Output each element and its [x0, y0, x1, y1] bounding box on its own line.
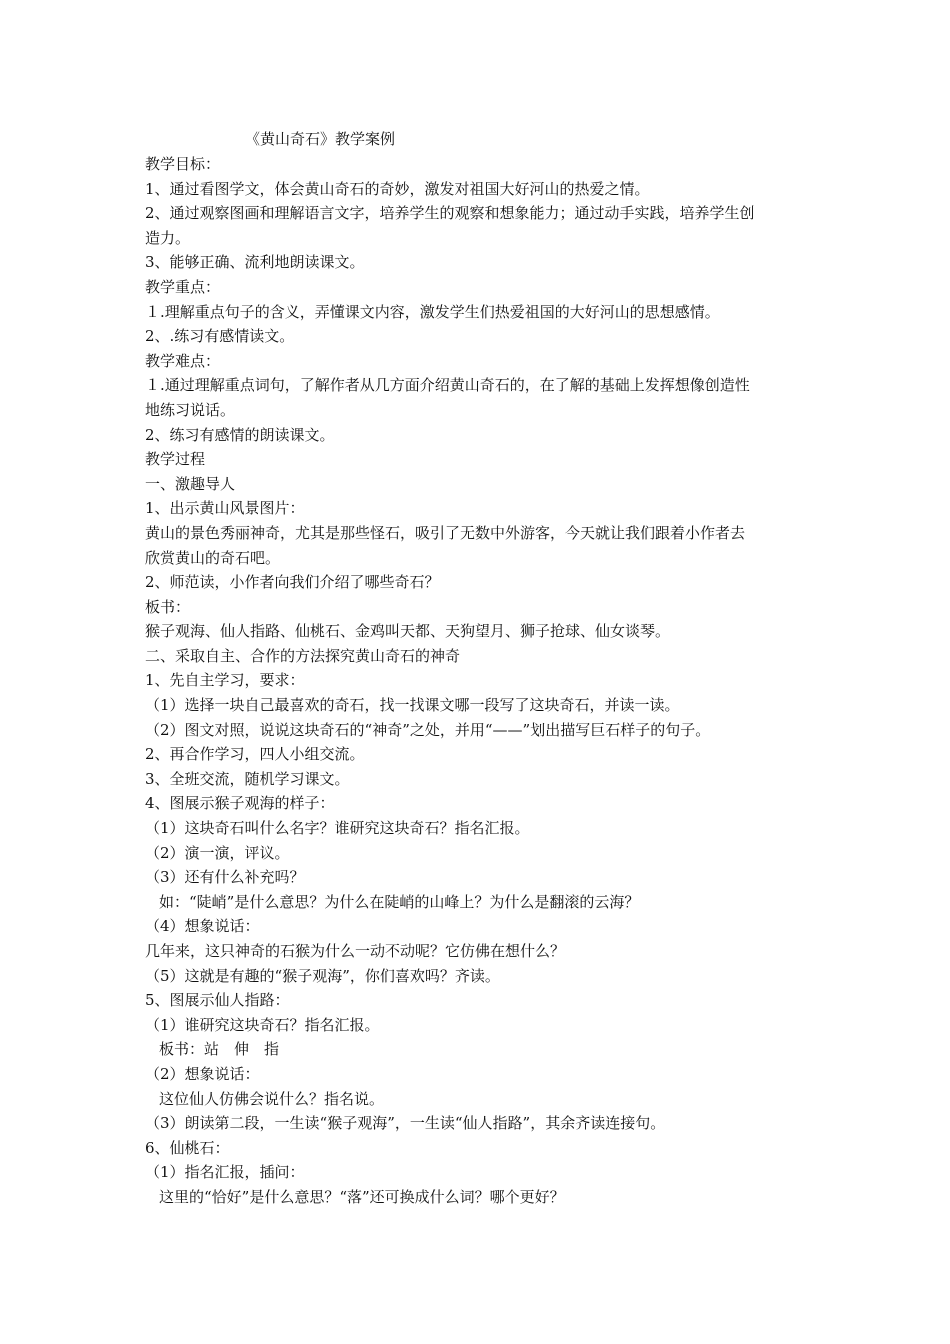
text-line: 4、图展示猴子观海的样子： — [145, 794, 335, 813]
text-line: 板书： — [145, 597, 191, 616]
text-line: 3、全班交流，随机学习课文。 — [145, 769, 350, 788]
text-line: 1、出示黄山风景图片： — [145, 499, 305, 518]
text-line: 1、先自主学习，要求： — [145, 671, 305, 690]
text-line: 一、激趣导人 — [145, 474, 236, 493]
text-line: 这位仙人仿佛会说什么？指名说。 — [159, 1089, 385, 1108]
text-line: 欣赏黄山的奇石吧。 — [145, 548, 281, 567]
text-line: （2）想象说话： — [145, 1064, 260, 1083]
text-line: １.理解重点句子的含义，弄懂课文内容，激发学生们热爱祖国的大好河山的思想感情。 — [145, 302, 720, 321]
text-line: １.通过理解重点词句，了解作者从几方面介绍黄山奇石的，在了解的基础上发挥想像创造性 — [145, 376, 750, 395]
text-line: （3）朗读第二段，一生读“猴子观海”，一生读“仙人指路”，其余齐读连接句。 — [145, 1114, 666, 1133]
text-line: 猴子观海、仙人指路、仙桃石、金鸡叫天都、天狗望月、狮子抢球、仙女谈琴。 — [145, 622, 671, 641]
text-line: （3）还有什么补充吗？ — [145, 868, 305, 887]
document-body — [145, 152, 815, 1210]
text-line: （1）这块奇石叫什么名字？谁研究这块奇石？指名汇报。 — [145, 819, 530, 838]
text-line: （2）演一演，评议。 — [145, 843, 290, 862]
text-line: （4）想象说话： — [145, 917, 260, 936]
text-line: 教学目标： — [145, 155, 221, 173]
text-line: 教学难点： — [145, 351, 221, 370]
text-line: 2、再合作学习，四人小组交流。 — [145, 745, 365, 764]
text-line: 这里的“恰好”是什么意思？“落”还可换成什么词？哪个更好？ — [159, 1187, 565, 1206]
text-line: 2、师范读，小作者向我们介绍了哪些奇石？ — [145, 573, 440, 592]
text-line: （5）这就是有趣的“猴子观海”，你们喜欢吗？齐读。 — [145, 966, 500, 985]
text-line: 2、练习有感情的朗读课文。 — [145, 425, 335, 444]
text-line: 二、采取自主、合作的方法探究黄山奇石的神奇 — [145, 646, 461, 665]
text-line: 2、通过观察图画和理解语言文字，培养学生的观察和想象能力；通过动手实践，培养学生创 — [145, 204, 755, 223]
text-line: 1、通过看图学文，体会黄山奇石的奇妙，激发对祖国大好河山的热爱之情。 — [145, 179, 650, 198]
text-line: （2）图文对照，说说这块奇石的“神奇”之处，并用“——”划出描写巨石样子的句子。 — [145, 720, 711, 739]
text-line: 教学过程 — [145, 450, 206, 469]
text-line: 造力。 — [145, 228, 191, 247]
document-title: 《黄山奇石》教学案例 — [245, 130, 396, 148]
text-line: 6、仙桃石： — [145, 1138, 230, 1157]
text-line: 几年来，这只神奇的石猴为什么一动不动呢？它仿佛在想什么？ — [145, 942, 566, 960]
text-line: 如：“陡峭”是什么意思？为什么在陡峭的山峰上？为什么是翻滚的云海？ — [159, 892, 640, 911]
text-line: （1）指名汇报，插问： — [145, 1163, 305, 1182]
text-line: 板书：站 伸 指 — [159, 1040, 280, 1059]
text-line: （1）谁研究这块奇石？指名汇报。 — [145, 1015, 380, 1034]
text-line: （1）选择一块自己最喜欢的奇石，找一找课文哪一段写了这块奇石，并读一读。 — [145, 696, 680, 715]
text-line: 5、图展示仙人指路： — [145, 991, 290, 1010]
text-line: 教学重点： — [145, 277, 221, 296]
text-line: 地练习说话。 — [145, 400, 236, 419]
text-line: 黄山的景色秀丽神奇，尤其是那些怪石，吸引了无数中外游客，今天就让我们跟着小作者去 — [145, 523, 746, 542]
text-line: 2、.练习有感情读文。 — [145, 327, 295, 346]
text-line: 3、能够正确、流利地朗读课文。 — [145, 253, 365, 272]
